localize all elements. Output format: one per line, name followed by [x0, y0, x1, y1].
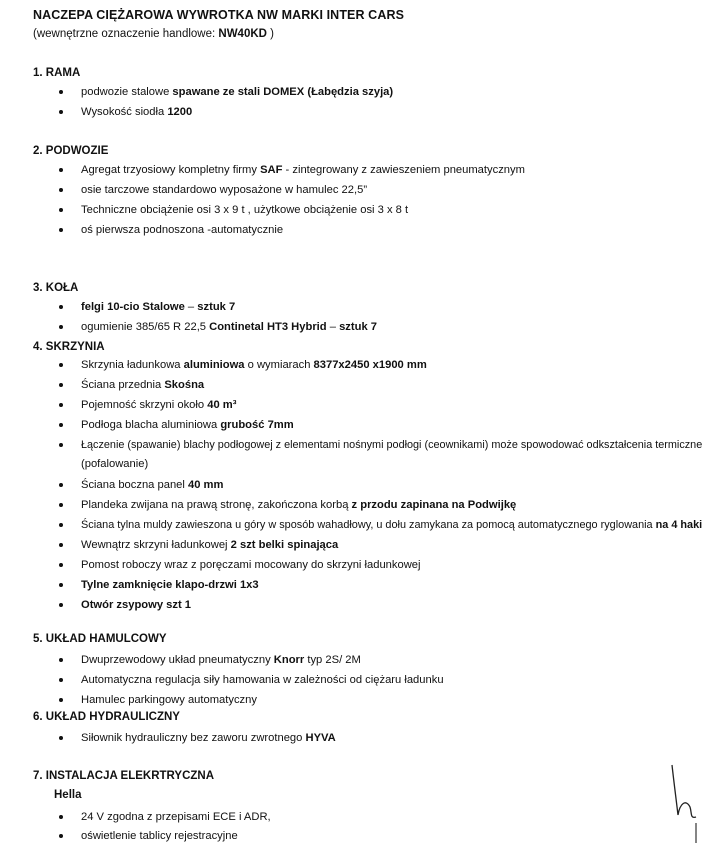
emphasis-text: na 4 haki [655, 519, 703, 531]
bullet-icon [59, 658, 63, 662]
item-text: – [326, 321, 340, 333]
bullet-icon [59, 110, 63, 114]
bullet-icon [59, 736, 63, 740]
list-item [81, 85, 393, 99]
emphasis-text: Skośna [164, 379, 205, 391]
emphasis-text: 8377x2450 x1900 mm [313, 359, 427, 371]
section-heading: 1. RAMA [33, 67, 81, 79]
item-text: typ 2S/ 2M [304, 654, 361, 666]
item-text: ogumienie 385/65 R 22,5 [81, 321, 210, 333]
bullet-icon [59, 834, 63, 838]
list-item [81, 829, 238, 843]
section-heading: 5. UKŁAD HAMULCOWY [33, 633, 167, 645]
bullet-icon [59, 90, 63, 94]
list-item [81, 223, 283, 237]
list-item [81, 320, 377, 334]
bullet-icon [59, 188, 63, 192]
item-text: Hamulec parkingowy automatyczny [81, 694, 257, 706]
item-text: Techniczne obciążenie osi 3 x 9 t , użytkowe obciążenie osi 3 x 8 t [81, 204, 409, 216]
item-text: Wysokość siodła [81, 106, 168, 118]
section-subheading: Hella [54, 789, 82, 801]
bullet-icon [59, 563, 63, 567]
item-text: Siłownik hydrauliczny bez zaworu zwrotnego [81, 732, 306, 744]
list-item [81, 438, 702, 452]
bullet-icon [59, 383, 63, 387]
document-title: NACZEPA CIĘŻAROWA WYWROTKA NW MARKI INTER CARS [33, 8, 405, 22]
item-text: Agregat trzyosiowy kompletny firmy [81, 164, 261, 176]
list-item [81, 578, 259, 592]
item-text: podwozie stalowe [81, 86, 173, 98]
list-item [81, 731, 336, 745]
bullet-icon [59, 423, 63, 427]
list-item [81, 300, 235, 314]
list-item [81, 183, 367, 197]
list-item [81, 598, 191, 612]
list-item [81, 810, 271, 824]
list-item [81, 558, 421, 572]
emphasis-text: 1200 [167, 106, 193, 118]
subtitle-prefix: (wewnętrzne oznaczenie handlowe: [33, 28, 219, 40]
item-text: Ściana tylna muldy zawieszona u góry w sposób wahadłowy, u dołu zamykana za pomocą automatycznego ryglowania [81, 519, 656, 531]
section-heading: 7. INSTALACJA ELEKRTRYCZNA [33, 770, 215, 782]
emphasis-text: SAF [260, 164, 283, 176]
list-item-continuation: (pofalowanie) [81, 458, 149, 470]
emphasis-text: z przodu zapinana na Podwijkę [351, 499, 517, 511]
item-text: Ściana boczna panel [81, 479, 188, 491]
emphasis-text: grubość 7mm [220, 419, 294, 431]
list-item [81, 418, 294, 432]
list-item [81, 105, 192, 119]
emphasis-text: Continetal HT3 Hybrid [209, 321, 327, 333]
item-text: oświetlenie tablicy rejestracyjne [81, 830, 238, 842]
bullet-icon [59, 815, 63, 819]
emphasis-text: spawane ze stali DOMEX (Łabędzia szyja) [172, 86, 394, 98]
bullet-icon [59, 363, 63, 367]
item-text: Wewnątrz skrzyni ładunkowej [81, 539, 231, 551]
emphasis-text: 40 mm [187, 479, 224, 491]
item-text: Automatyczna regulacja siły hamowania w zależności od ciężaru ładunku [81, 674, 444, 686]
list-item [81, 398, 236, 412]
emphasis-text: felgi 10-cio Stalowe [81, 301, 185, 313]
item-text: osie tarczowe standardowo wyposażone w hamulec 22,5” [81, 184, 368, 196]
item-text: - zintegrowany z zawieszeniem pneumatycznym [282, 164, 525, 176]
bullet-icon [59, 698, 63, 702]
bullet-icon [59, 208, 63, 212]
bullet-icon [59, 305, 63, 309]
bullet-icon [59, 325, 63, 329]
item-text: oś pierwsza podnoszona -automatycznie [81, 224, 284, 236]
list-item [81, 478, 223, 492]
emphasis-text: Knorr [273, 654, 305, 666]
bullet-icon [59, 228, 63, 232]
item-text: Skrzynia ładunkowa [81, 359, 184, 371]
emphasis-text: sztuk 7 [339, 321, 378, 333]
emphasis-text: aluminiowa [183, 359, 245, 371]
section-heading: 6. UKŁAD HYDRAULICZNY [33, 711, 180, 723]
bullet-icon [59, 678, 63, 682]
list-item [81, 163, 525, 177]
list-item [81, 378, 204, 392]
handwritten-mark [666, 763, 706, 843]
section-heading: 2. PODWOZIE [33, 145, 109, 157]
bullet-icon [59, 403, 63, 407]
bullet-icon [59, 523, 63, 527]
list-item [81, 203, 408, 217]
bullet-icon [59, 168, 63, 172]
emphasis-text: sztuk 7 [197, 301, 236, 313]
list-item [81, 693, 257, 707]
section-heading: 3. KOŁA [33, 282, 79, 294]
bullet-icon [59, 443, 63, 447]
bullet-icon [59, 503, 63, 507]
item-text: 24 V zgodna z przepisami ECE i ADR, [81, 811, 271, 823]
list-item [81, 673, 444, 687]
subtitle-suffix: ) [266, 28, 274, 40]
bullet-icon [59, 603, 63, 607]
model-code: NW40KD [218, 28, 267, 40]
item-text: o wymiarach [244, 359, 314, 371]
bullet-icon [59, 583, 63, 587]
emphasis-text: 2 szt belki spinająca [230, 539, 339, 551]
item-text: Pomost roboczy wraz z poręczami mocowany do skrzyni ładunkowej [81, 559, 421, 571]
item-text: Dwuprzewodowy układ pneumatyczny [81, 654, 274, 666]
emphasis-text: Tylne zamknięcie klapo-drzwi 1x3 [81, 579, 259, 591]
bullet-icon [59, 483, 63, 487]
item-text: Ściana przednia [81, 379, 165, 391]
section-heading: 4. SKRZYNIA [33, 341, 105, 353]
list-item [81, 358, 427, 372]
list-item [81, 653, 361, 667]
list-item [81, 518, 702, 532]
item-text: Plandeka zwijana na prawą stronę, zakończona korbą [81, 499, 352, 511]
item-text: Podłoga blacha aluminiowa [81, 419, 221, 431]
emphasis-text: HYVA [305, 732, 336, 744]
item-text: – [184, 301, 198, 313]
emphasis-text: Otwór zsypowy szt 1 [81, 599, 192, 611]
item-text: Łączenie (spawanie) blachy podłogowej z elementami nośnymi podłogi (ceownikami) może spowodować odkształcenia termiczne [81, 439, 703, 451]
item-text: Pojemność skrzyni około [81, 399, 208, 411]
list-item [81, 498, 516, 512]
list-item [81, 538, 338, 552]
bullet-icon [59, 543, 63, 547]
emphasis-text: 40 m³ [207, 399, 237, 411]
document-subtitle [33, 27, 274, 41]
